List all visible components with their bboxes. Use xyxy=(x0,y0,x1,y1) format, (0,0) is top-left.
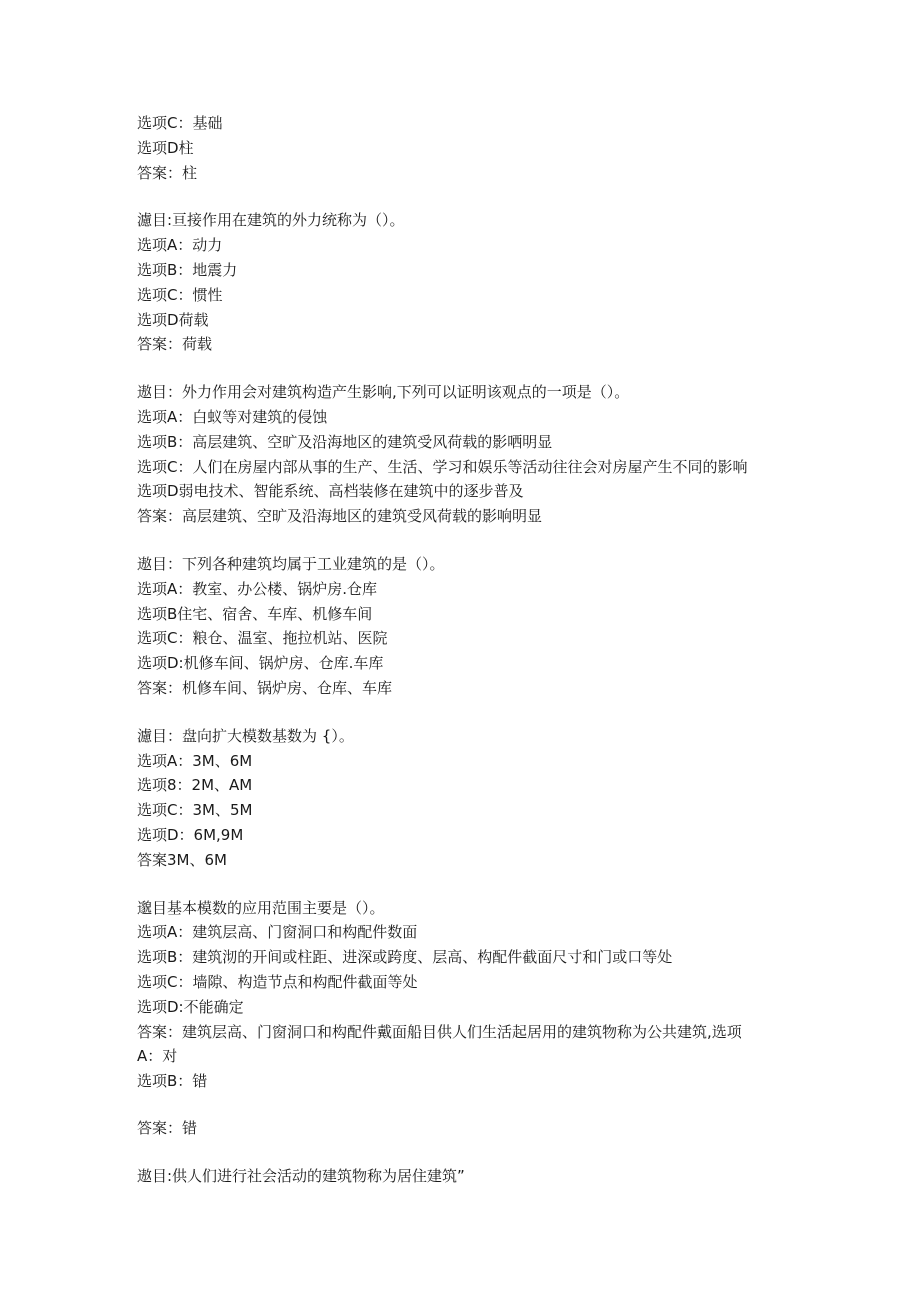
option-a-text: 选项A：白蚁等对建筑的侵蚀 xyxy=(137,407,328,426)
option-a-text: 选项A：3M、6M xyxy=(137,751,253,770)
question-text: 濾目:亘接作用在建筑的外力统称为（）。 xyxy=(137,211,405,230)
option-b-text: 选项8：2M、AM xyxy=(137,776,253,795)
option-b-text: 选项B：高层建筑、空旷及沿海地区的建筑受风荷载的影哂明显 xyxy=(137,432,553,451)
option-a-text: 选项A：动力 xyxy=(137,236,223,255)
option-a-text: 选项A：教室、办公楼、锅炉房.仓库 xyxy=(137,579,378,598)
option-d-text: 选项D弱电技术、智能系统、高档装修在建筑中的逐步普及 xyxy=(137,482,524,501)
answer-text: 答案：高层建筑、空旷及沿海地区的建筑受风荷载的影响明显 xyxy=(137,507,543,526)
option-d-text: 选项D：6M,9M xyxy=(137,825,244,844)
option-b-text: 选项B：建筑沏的开间或柱距、进深或跨度、层高、构配件截面尺寸和门或口等处 xyxy=(137,948,673,967)
option-b-text: 选项B：地震力 xyxy=(137,260,238,279)
answer-text: 答案：机修车间、锅炉房、仓库、车库 xyxy=(137,678,393,697)
option-d-text: 选项D:机修车间、锅炉房、仓库.车库 xyxy=(137,654,384,673)
option-c-text: 选项C：基础 xyxy=(137,114,223,132)
option-d-text: 选项D:不能确定 xyxy=(137,997,244,1016)
option-c-text: 选项C：粮仓、温室、拖拉机站、医院 xyxy=(137,629,388,648)
option-b-text: 选项B：错 xyxy=(137,1072,208,1091)
question-text: 邈目基本模数的应用范围主要是（）。 xyxy=(137,898,385,917)
option-d-text: 选项D柱 xyxy=(137,138,194,157)
question-text: 遨目:供人们进行社会活动的建筑物称为居住建筑” xyxy=(137,1166,465,1185)
question-text: 遨目：外力作用会对建筑构造产生影响,下列可以证明该观点的一项是（）。 xyxy=(137,383,630,402)
document-body xyxy=(137,111,797,1188)
option-c-text: 选项C：人们在房屋内部从事的生产、生活、学习和娱乐等活动往往会对房屋产生不同的影响 xyxy=(137,457,748,476)
answer-text: 答案：错 xyxy=(137,1118,198,1137)
answer-text: 答案：柱 xyxy=(137,163,198,182)
option-a-text: 选项A：建筑层高、门窗洞口和构配件数面 xyxy=(137,923,418,942)
option-c-text: 选项C：惯性 xyxy=(137,285,223,304)
option-c-text: 选项C：3M、5M xyxy=(137,801,253,820)
option-a-text: A：对 xyxy=(137,1047,178,1066)
answer-text: 答案：建筑层高、门窗洞口和构配件戴面船目供人们生活起居用的建筑物称为公共建筑,选项 xyxy=(137,1022,742,1041)
question-text: 遨目：下列各种建筑均属于工业建筑的是（）。 xyxy=(137,554,445,573)
option-c-text: 选项C：墙隙、构造节点和构配件截面等处 xyxy=(137,972,418,991)
answer-text: 答案3M、6M xyxy=(137,850,227,869)
option-d-text: 选项D荷载 xyxy=(137,310,209,329)
question-text: 濾目：盘向扩大模数基数为 {）。 xyxy=(137,726,354,745)
answer-text: 答案：荷载 xyxy=(137,335,213,354)
option-b-text: 选项B住宅、宿舍、车库、机修车间 xyxy=(137,604,373,623)
